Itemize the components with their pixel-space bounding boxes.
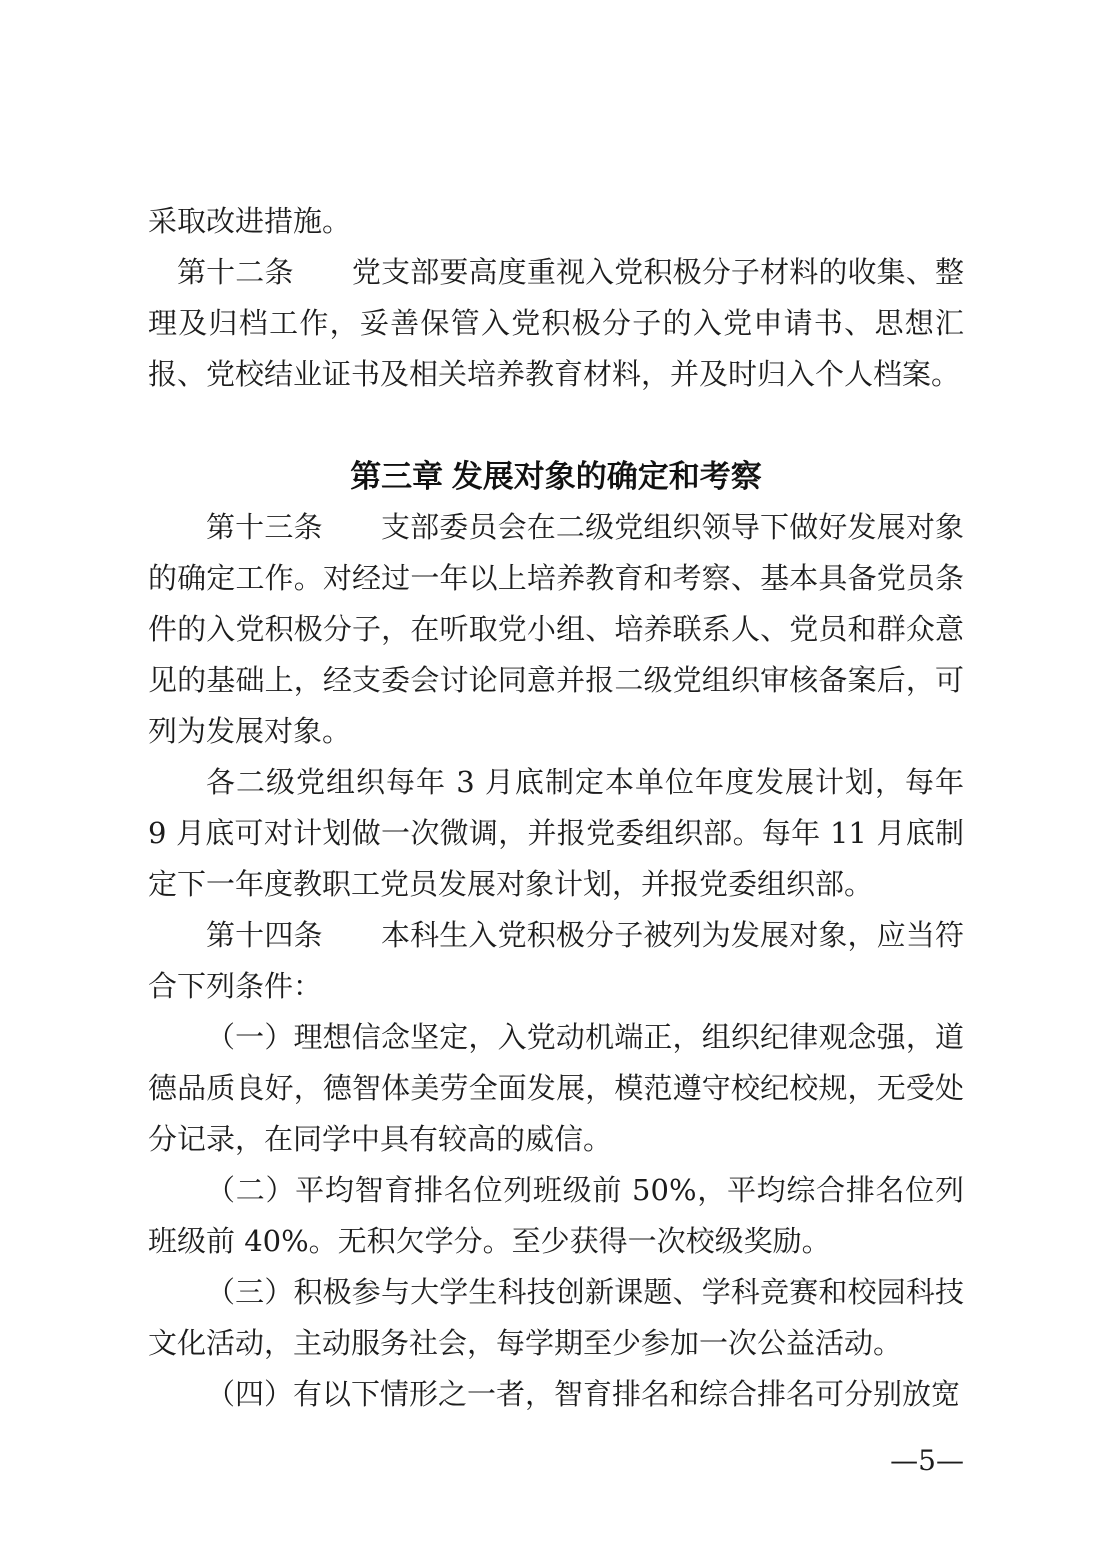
body-paragraph: （四）有以下情形之一者，智育排名和综合排名可分别放宽 (206, 1377, 961, 1411)
body-paragraph: （二）平均智育排名位列班级前 50%，平均综合排名位列班级前 40%。无积欠学分。至少获得一次校级奖励。 (148, 1173, 964, 1258)
page-number: —5— (890, 1444, 964, 1477)
body-paragraph: 第十四条 本科生入党积极分子被列为发展对象，应当符合下列条件： (148, 918, 964, 1003)
document-body (148, 196, 964, 1420)
chapter-heading: 第三章 发展对象的确定和考察 (350, 459, 762, 494)
body-paragraph: 第十二条 党支部要高度重视入党积极分子材料的收集、整理及归档工作，妥善保管入党积极分子的入党申请书、思想汇报、党校结业证书及相关培养教育材料，并及时归入个人档案。 (148, 255, 964, 391)
body-paragraph: 各二级党组织每年 3 月底制定本单位年度发展计划，每年 9 月底可对计划做一次微调，并报党委组织部。每年 11 月底制定下一年度教职工党员发展对象计划，并报党委组织部。 (148, 765, 964, 901)
body-paragraph: 第十三条 支部委员会在二级党组织领导下做好发展对象的确定工作。对经过一年以上培养教育和考察、基本具备党员条件的入党积极分子，在听取党小组、培养联系人、党员和群众意见的基础上，经支委会讨论同意并报二级党组织审核备案后，可列为发展对象。 (148, 510, 964, 748)
body-paragraph: （一）理想信念坚定，入党动机端正，组织纪律观念强，道德品质良好，德智体美劳全面发展，模范遵守校纪校规，无受处分记录，在同学中具有较高的威信。 (148, 1020, 964, 1156)
body-paragraph: （三）积极参与大学生科技创新课题、学科竞赛和校园科技文化活动，主动服务社会，每学期至少参加一次公益活动。 (148, 1275, 964, 1360)
body-paragraph: 采取改进措施。 (148, 204, 352, 238)
